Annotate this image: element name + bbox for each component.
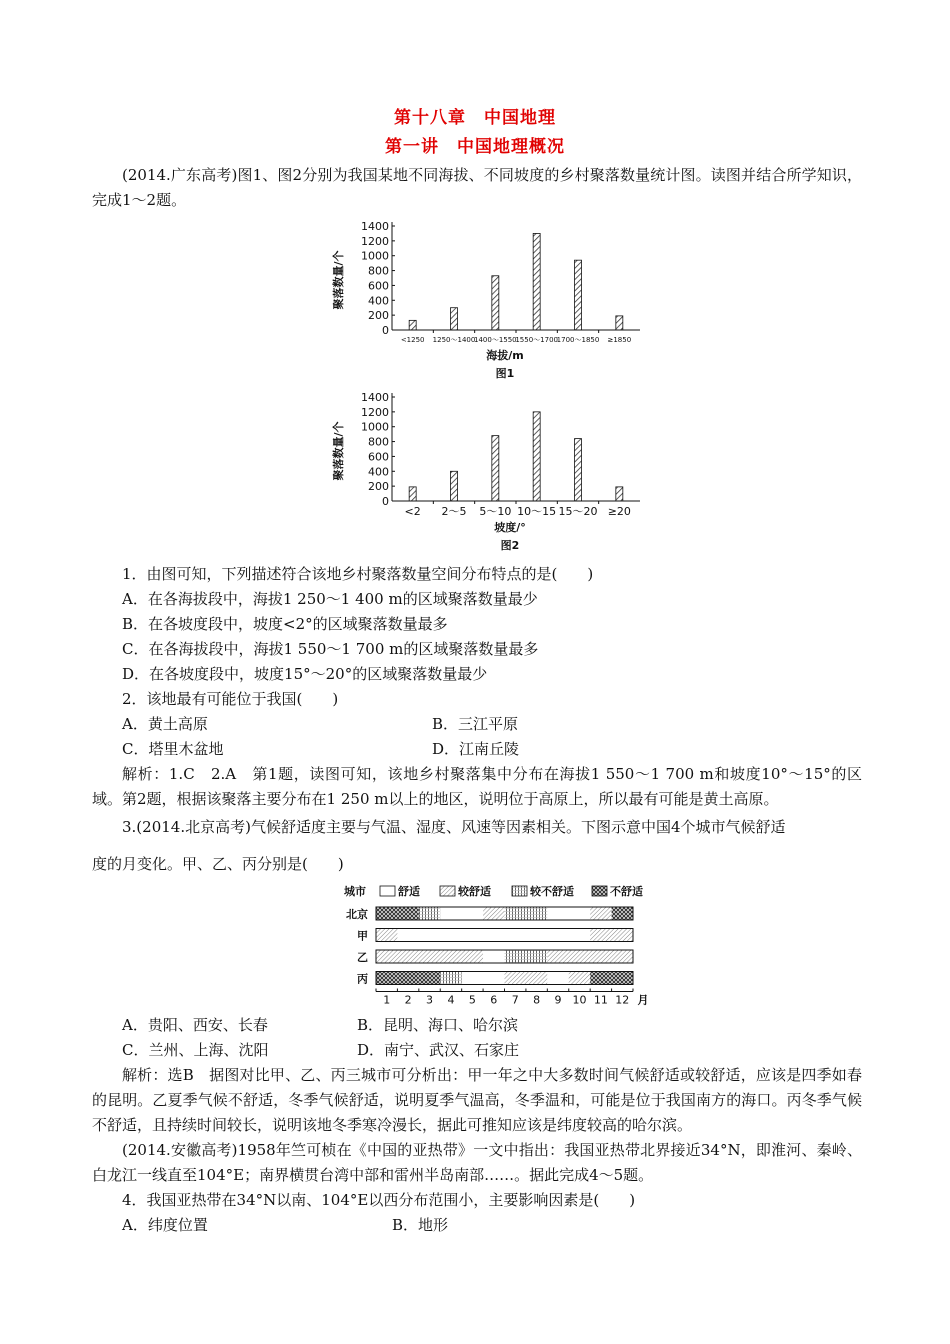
figure-1-x-tick-label: 1250～1400 <box>432 336 476 344</box>
figure-2-bar <box>616 487 623 501</box>
figure-2-y-tick-label: 1200 <box>361 405 389 419</box>
figure-3-cell <box>569 929 590 942</box>
figure-3-month-label: 11 <box>593 993 608 1007</box>
figure-1-x-tick-label: 1550～1700 <box>515 336 558 344</box>
figure-3-month-label: 10 <box>572 993 587 1007</box>
figure-1-y-tick-label: 1000 <box>361 249 389 263</box>
question-2-option-c: C．塔里木盆地 <box>122 740 224 758</box>
figure-1-y-tick-label: 200 <box>368 309 389 323</box>
figure-3-cell <box>419 950 440 963</box>
figure-3-cell <box>612 950 633 963</box>
figure-2-bar <box>409 487 416 501</box>
question-3-option-b: B．昆明、海口、哈尔滨 <box>357 1016 519 1034</box>
figure-3-cell <box>505 907 526 920</box>
figure-2-bar <box>575 439 582 501</box>
figure-2-bar <box>492 436 499 501</box>
figure-1-bar <box>616 316 623 330</box>
figure-3-month-label: 6 <box>490 993 498 1007</box>
figure-2-y-tick-label: 600 <box>368 450 389 464</box>
figure-3-cell <box>462 972 483 985</box>
figure-3-month-label: 12 <box>615 993 630 1007</box>
figure-3-cell <box>590 929 611 942</box>
figure-3-cell <box>483 972 504 985</box>
question-1-option-b: B．在各坡度段中，坡度<2°的区域聚落数量最多 <box>122 615 448 633</box>
figure-1-y-tick-label: 400 <box>368 294 389 308</box>
figure-3-legend-title: 城市 <box>344 885 366 898</box>
figure-3-cell <box>526 950 547 963</box>
figure-1-bar <box>533 233 540 330</box>
figure-3-cell <box>397 950 418 963</box>
figure-3-cell <box>590 972 611 985</box>
figure-1-caption: 图1 <box>495 367 515 380</box>
figure-2-x-tick-label: ≥20 <box>607 505 631 518</box>
figure-3-legend-label: 不舒适 <box>610 885 643 898</box>
figure-2-y-axis-label: 聚落数量/个 <box>332 421 345 481</box>
figure-2-x-tick-label: 2～5 <box>441 505 467 518</box>
figure-1-bar <box>409 320 416 330</box>
question-3-option-a: A．贵阳、西安、长春 <box>122 1016 268 1034</box>
figure-3-city-label: 甲 <box>357 929 368 943</box>
figure-3-month-label: 5 <box>468 993 476 1007</box>
figure-1-y-tick-label: 1200 <box>361 234 389 248</box>
figure-1-bar <box>575 260 582 330</box>
figure-3-cell <box>376 929 397 942</box>
figure-1-y-tick-label: 0 <box>382 324 389 337</box>
figure-3-cell <box>397 972 418 985</box>
figure-3-cell <box>505 929 526 942</box>
figure-2-y-tick-label: 400 <box>368 465 389 479</box>
figure-3-cell <box>462 929 483 942</box>
figure-3-legend-label: 舒适 <box>398 885 420 898</box>
figure-3-city-label: 乙 <box>357 951 368 964</box>
question-4-option-b: B．地形 <box>392 1216 449 1234</box>
figure-3-cell <box>547 950 568 963</box>
figure-3-comfort-chart <box>340 880 670 1010</box>
figure-1-bar-chart <box>332 214 640 382</box>
figure-3-cell <box>483 907 504 920</box>
figure-1-x-tick-label: 1400～1550 <box>474 336 517 344</box>
figure-3-cell <box>569 972 590 985</box>
question-2-option-b: B．三江平原 <box>432 715 519 733</box>
question-2-stem: 2．该地最有可能位于我国( ) <box>122 690 339 708</box>
question-2-option-d: D．江南丘陵 <box>432 740 520 758</box>
figure-1-x-tick-label: ≥1850 <box>607 336 632 344</box>
figure-2-x-tick-label: <2 <box>404 505 421 518</box>
question-1-option-c: C．在各海拔段中，海拔1 550～1 700 m的区域聚落数量最多 <box>122 640 539 658</box>
figure-3-cell <box>440 972 461 985</box>
figure-3-cell <box>612 929 633 942</box>
figure-3-cell <box>547 929 568 942</box>
figure-3-legend-swatch-l <box>512 886 527 896</box>
figure-3-cell <box>483 950 504 963</box>
figure-3-cell <box>612 907 633 920</box>
question-3-option-d: D．南宁、武汉、石家庄 <box>357 1041 520 1059</box>
figure-1-bar <box>451 308 458 330</box>
figure-1-y-axis-label: 聚落数量/个 <box>332 250 345 310</box>
figure-3-cell <box>376 907 397 920</box>
figure-3-cell <box>462 907 483 920</box>
question-2-option-a: A．黄土高原 <box>122 715 208 733</box>
figure-2-y-tick-label: 800 <box>368 435 389 449</box>
figure-1-y-tick-label: 800 <box>368 264 389 278</box>
figure-3-month-label: 9 <box>554 993 562 1007</box>
figure-2-y-tick-label: 1000 <box>361 420 389 434</box>
figure-3-month-unit: 月 <box>637 993 649 1007</box>
figure-3-month-label: 8 <box>533 993 541 1007</box>
figure-3-cell <box>612 972 633 985</box>
figure-3-cell <box>547 972 568 985</box>
figure-2-x-tick-label: 10～15 <box>517 505 557 518</box>
figure-3-cell <box>419 907 440 920</box>
figure-3-legend-swatch-r <box>440 886 455 896</box>
figure-3-month-label: 7 <box>511 993 519 1007</box>
figure-1-x-axis-label: 海拔/m <box>486 349 524 362</box>
intro-paragraph-2: (2014.安徽高考)1958年竺可桢在《中国的亚热带》一文中指出：我国亚热带北界接近34°N，即淮河、秦岭、白龙江一线直至104°E；南界横贯台湾中部和雷州半岛南部……。据此完成4～5题。 <box>92 1141 862 1184</box>
figure-3-legend-label: 较舒适 <box>458 885 491 898</box>
figure-2-x-tick-label: 15～20 <box>558 505 598 518</box>
figure-3-cell <box>376 950 397 963</box>
figure-3-legend-swatch-u <box>592 886 607 896</box>
figure-3-cell <box>569 950 590 963</box>
figure-1-x-tick-label: 1700～1850 <box>556 336 600 344</box>
figure-3-cell <box>590 950 611 963</box>
figure-1-y-tick-label: 600 <box>368 279 389 293</box>
figure-3-cell <box>569 907 590 920</box>
figure-2-bar-chart <box>332 385 640 555</box>
figure-3-cell <box>547 907 568 920</box>
figure-2-bar <box>451 471 458 501</box>
figure-3-month-label: 1 <box>383 993 391 1007</box>
figure-2-y-tick-label: 200 <box>368 480 389 494</box>
figure-3-cell <box>505 972 526 985</box>
figure-2-x-axis-label: 坡度/° <box>494 521 526 534</box>
question-1-option-a: A．在各海拔段中，海拔1 250～1 400 m的区域聚落数量最少 <box>122 590 538 608</box>
question-4-option-a: A．纬度位置 <box>122 1216 208 1234</box>
figure-3-cell <box>526 907 547 920</box>
figure-1-y-tick-label: 1400 <box>361 220 389 233</box>
figure-3-month-label: 4 <box>447 993 455 1007</box>
figure-3-month-label: 2 <box>404 993 412 1007</box>
analysis-paragraph-2: 解析：选B 据图对比甲、乙、丙三城市可分析出：甲一年之中大多数时间气候舒适或较舒适，应该是四季如春的昆明。乙夏季气候不舒适，冬季气候舒适，说明夏季气温高，冬季温和，可能是位于我国南方的海口。丙冬季气候不舒适，且持续时间较长，说明该地冬季寒冷漫长，据此可推知应该是纬度较高的哈尔滨。 <box>92 1066 862 1134</box>
figure-3-city-label: 北京 <box>346 908 368 921</box>
analysis-paragraph-1: 解析：1.C 2.A 第1题，读图可知，该地乡村聚落集中分布在海拔1 550～1 700 m和坡度10°～15°的区域。第2题，根据该聚落主要分布在1 250 m以上的地区，说明位于高原上，所以最有可能是黄土高原。 <box>92 765 862 808</box>
figure-2-x-tick-label: 5～10 <box>479 505 512 518</box>
figure-3-cell <box>397 907 418 920</box>
figure-3-cell <box>440 929 461 942</box>
question-3-option-c: C．兰州、上海、沈阳 <box>122 1041 269 1059</box>
figure-3-cell <box>376 972 397 985</box>
question-3-stem-line-1: 3.(2014.北京高考)气候舒适度主要与气温、湿度、风速等因素相关。下图示意中国4个城市气候舒适 <box>122 818 786 836</box>
figure-3-cell <box>462 950 483 963</box>
question-1-option-d: D．在各坡度段中，坡度15°～20°的区域聚落数量最少 <box>122 665 488 683</box>
figure-2-bar <box>533 412 540 501</box>
figure-3-cell <box>440 950 461 963</box>
figure-3-cell <box>419 972 440 985</box>
question-1-stem: 1．由图可知，下列描述符合该地乡村聚落数量空间分布特点的是( ) <box>122 565 594 583</box>
figure-2-y-tick-label: 0 <box>382 495 389 508</box>
figure-1-bar <box>492 276 499 330</box>
figure-3-cell <box>526 972 547 985</box>
figure-3-cell <box>505 950 526 963</box>
figure-3-cell <box>397 929 418 942</box>
figure-3-city-label: 丙 <box>357 972 368 986</box>
figure-3-legend-label: 较不舒适 <box>530 885 574 898</box>
question-3-stem-line-2: 度的月变化。甲、乙、丙分别是( ) <box>92 855 344 873</box>
intro-paragraph-1: (2014.广东高考)图1、图2分别为我国某地不同海拔、不同坡度的乡村聚落数量统计图。读图并结合所学知识，完成1～2题。 <box>92 166 862 209</box>
figure-3-cell <box>440 907 461 920</box>
figure-2-caption: 图2 <box>500 539 520 552</box>
figure-3-cell <box>526 929 547 942</box>
figure-1-x-tick-label: <1250 <box>400 336 425 344</box>
question-4-stem: 4．我国亚热带在34°N以南、104°E以西分布范围小，主要影响因素是( ) <box>122 1191 636 1209</box>
figure-3-cell <box>590 907 611 920</box>
lecture-title: 第一讲 中国地理概况 <box>385 137 565 157</box>
figure-3-legend-swatch-c <box>380 886 395 896</box>
figure-3-month-label: 3 <box>426 993 434 1007</box>
chapter-title: 第十八章 中国地理 <box>394 108 556 128</box>
figure-3-cell <box>483 929 504 942</box>
figure-2-y-tick-label: 1400 <box>361 391 389 404</box>
figure-3-cell <box>419 929 440 942</box>
